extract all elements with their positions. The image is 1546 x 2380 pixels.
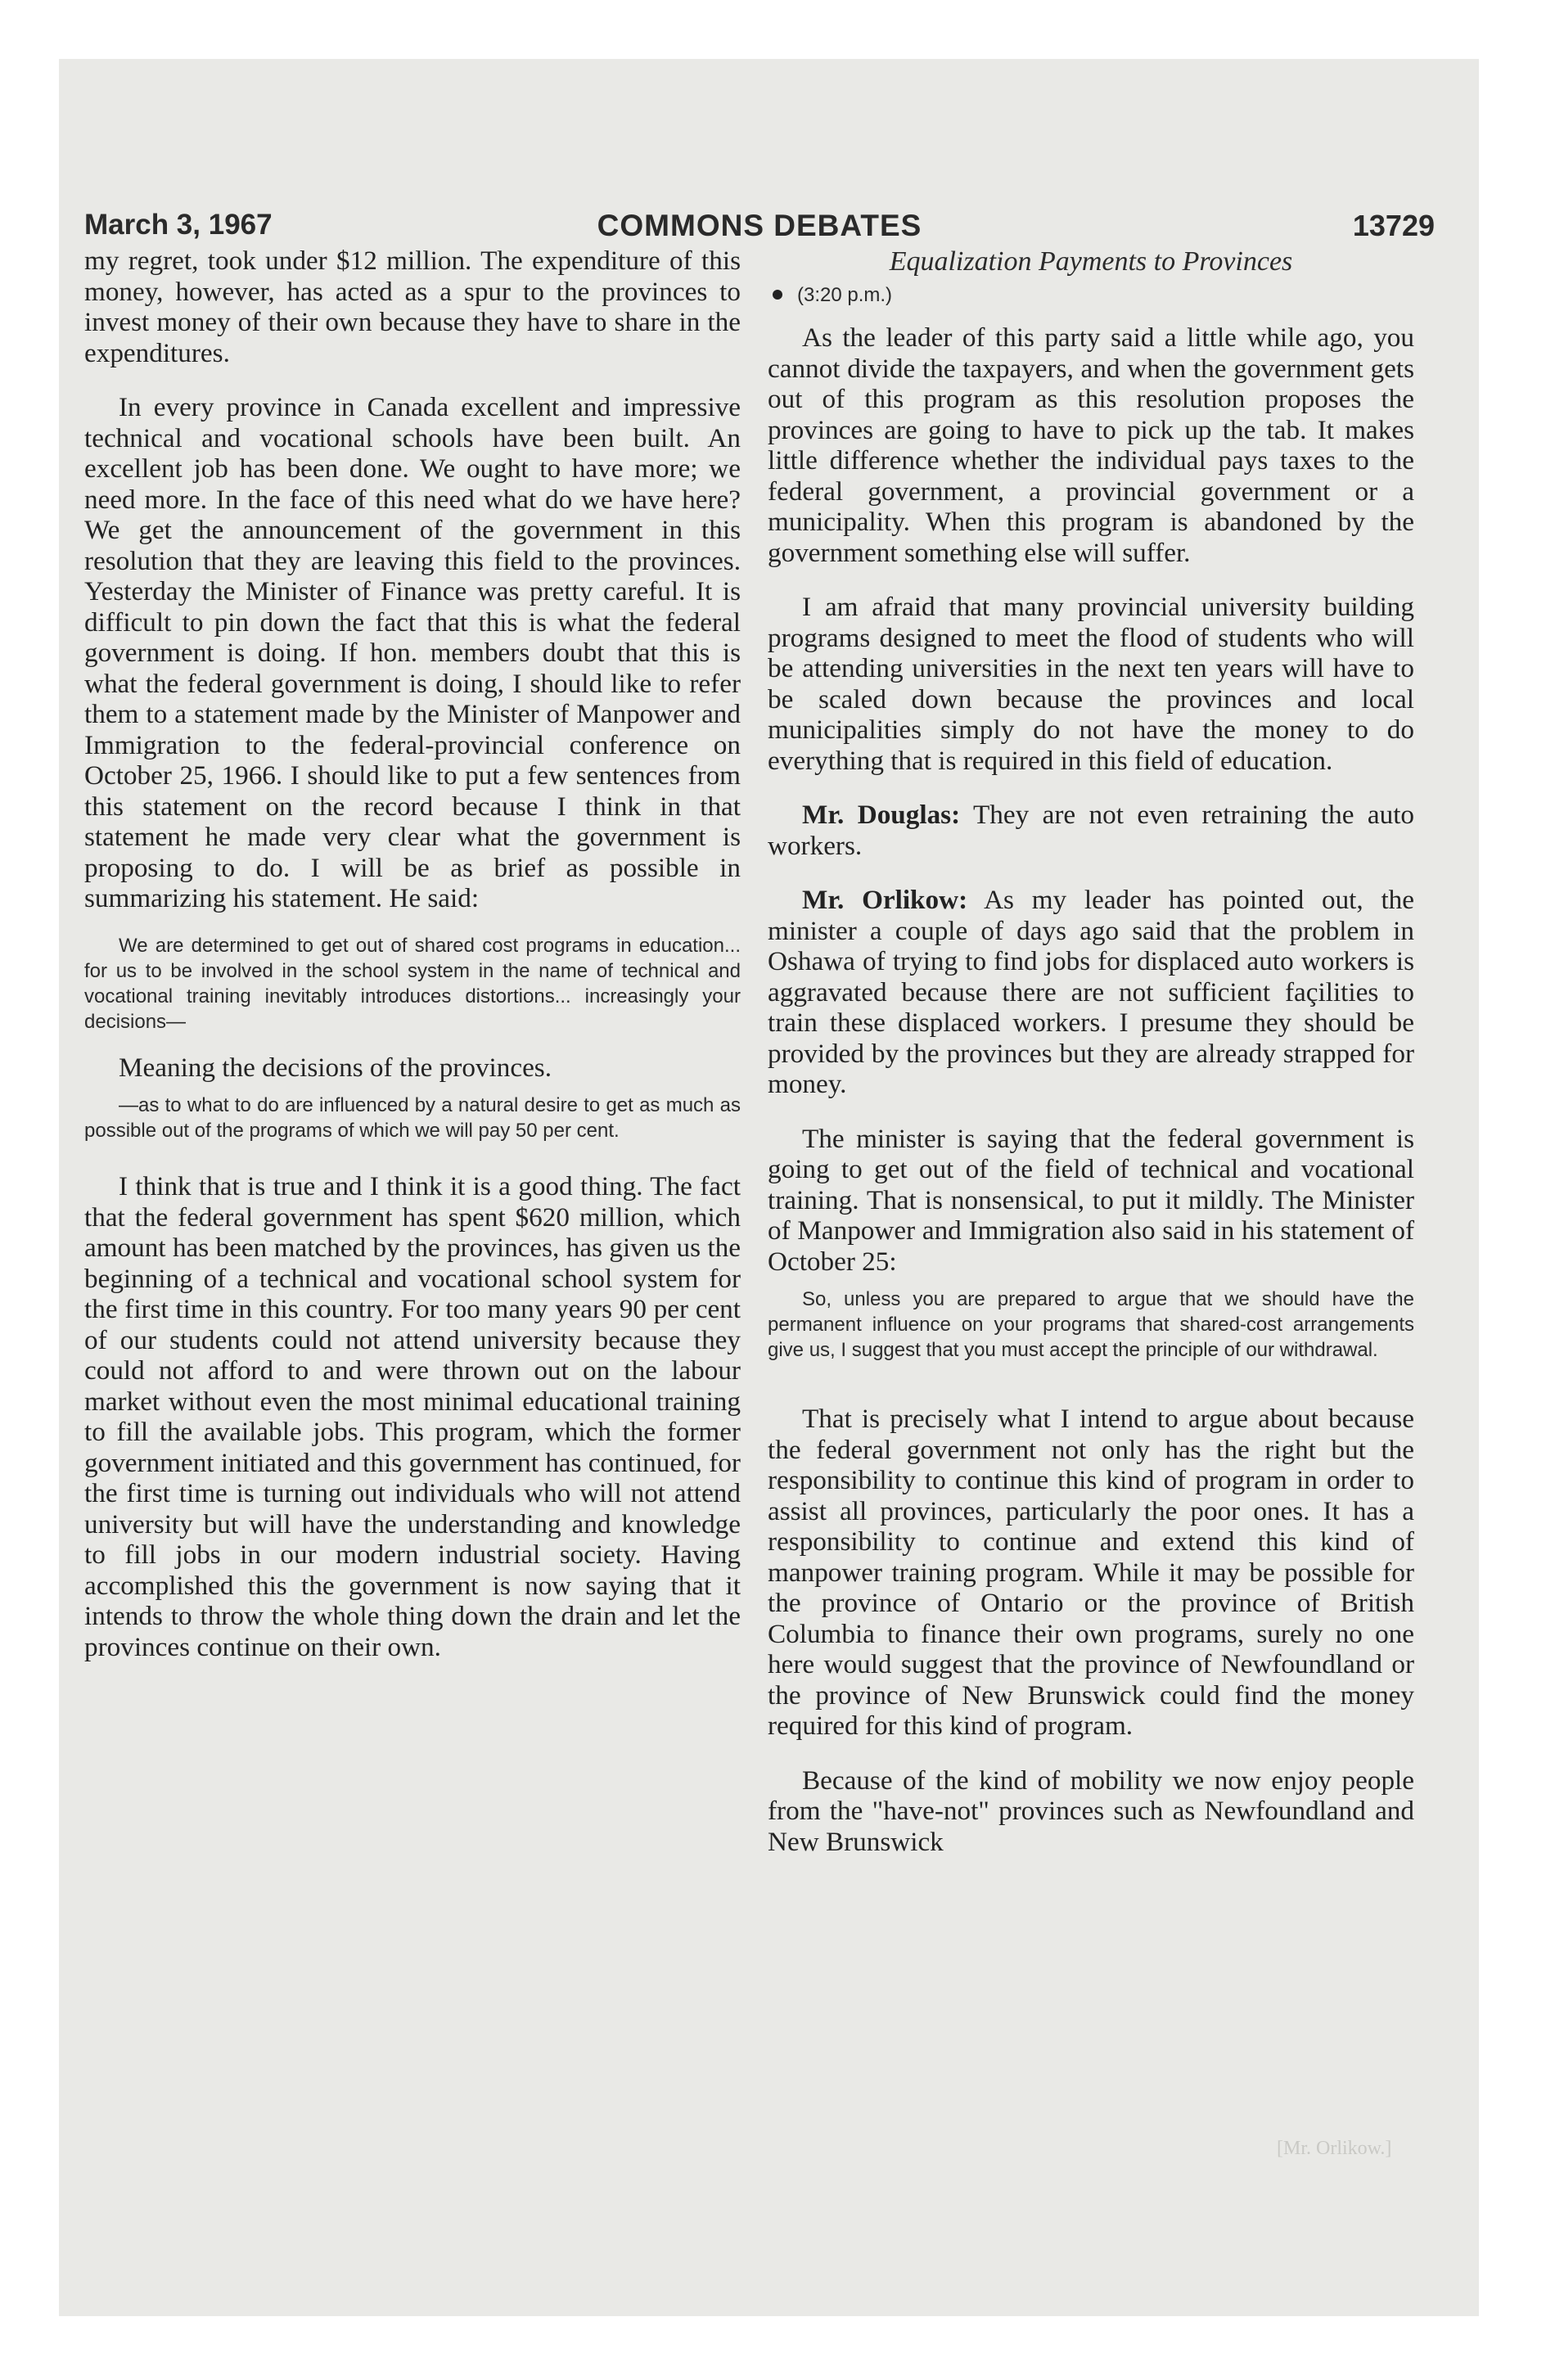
bullet-icon	[773, 290, 782, 300]
right-paragraph-2: I am afraid that many provincial university building programs designed to meet the flood of students who will be attending universities in the next ten years will have to be scaled down because the provinces and local municipalities simply do not have the money to do everything that is required in this field of education.	[768, 592, 1414, 776]
page-header	[84, 209, 1435, 250]
left-paragraph-1: my regret, took under $12 million. The expenditure of this money, however, has acted as a spur to the provinces to invest money of their own because they have to share in the expenditures.	[84, 246, 741, 368]
header-title: COMMONS DEBATES	[597, 209, 922, 242]
right-column	[768, 246, 1414, 1881]
right-quote-1: So, unless you are prepared to argue that we should have the permanent influence on your programs that shared-cost arrangements give us, I suggest that you must accept the principle of our withdrawal.	[768, 1288, 1414, 1361]
right-paragraph-6: That is precisely what I intend to argue about because the federal government not only has the right but the responsibility to continue this kind of program in order to assist all provinces, particularly the poor ones. It has a responsibility to continue and extend this kind of manpower training program. While it may be possible for the province of Ontario or the province of British Columbia to finance their own programs, surely no one here would suggest that the province of Newfoundland or the province of New Brunswick could find the money required for this kind of program.	[768, 1404, 1414, 1741]
section-rubric: Equalization Payments to Provinces	[889, 246, 1293, 277]
speaker-name: Mr. Orlikow:	[802, 885, 968, 915]
time-stamp-text: (3:20 p.m.)	[797, 284, 893, 306]
right-paragraph-7: Because of the kind of mobility we now enjoy people from the "have-not" provinces such as Newfoundland and New Brunswick	[768, 1765, 1414, 1857]
left-column	[84, 246, 741, 1686]
time-stamp	[768, 283, 1414, 308]
right-paragraph-5: The minister is saying that the federal government is going to get out of the field of technical and vocational training. That is nonsensical, to put it mildly. The Minister of Manpower and Immigration also said in his statement of October 25:	[768, 1123, 1414, 1277]
speech-text: They are not even retraining the auto workers.	[768, 800, 1415, 861]
speaker-name: Mr. Douglas:	[802, 800, 961, 830]
right-paragraph-3	[768, 800, 1414, 861]
right-paragraph-4	[768, 885, 1414, 1100]
left-paragraph-4: I think that is true and I think it is a good thing. The fact that the federal government has spent $620 million, which amount has been matched by the provinces, has given us the beginning of a technical and vocational school system for the first time in this country. For too many years 90 per cent of our students could not attend university because they could not afford to and were thrown out on the labour market without even the most minimal educational training to fill the available jobs. This program, which the former government initiated and this government has continued, for the first time is turning out individuals who will not attend university but will have the understanding and knowledge to fill jobs in our modern industrial society. Having accomplished this the government is now saying that it intends to throw the whole thing down the drain and let the provinces continue on their own.	[84, 1171, 741, 1662]
left-paragraph-3: Meaning the decisions of the provinces.	[119, 1052, 552, 1083]
speech-text: As my leader has pointed out, the minister a couple of days ago said that the problem in Oshawa of trying to find jobs for displaced auto workers is aggravated because there are not sufficient façilities to train these displaced workers. I presume they should be provided by the provinces but they are already strapped for money.	[768, 885, 1415, 1099]
speaker-reference: [Mr. Orlikow.]	[1277, 2138, 1392, 2159]
header-page-number: 13729	[1352, 209, 1435, 242]
left-quote-2: —as to what to do are influenced by a natural desire to get as much as possible out of the programs of which we will pay 50 per cent.	[84, 1094, 741, 1142]
left-paragraph-2: In every province in Canada excellent and impressive technical and vocational schools have been built. An excellent job has been done. We ought to have more; we need more. In the face of this need what do we have here? We get the announcement of the government in this resolution that they are leaving this field to the provinces. Yesterday the Minister of Finance was pretty careful. It is difficult to pin down the fact that this is what the federal government is doing. If hon. members doubt that this is what the federal government is doing, I should like to refer them to a statement made by the Minister of Manpower and Immigration to the federal-provincial conference on October 25, 1966. I should like to put a few sentences from this statement on the record because I think in that statement he made very clear what the government is proposing to do. I will be as brief as possible in summarizing his statement. He said:	[84, 392, 741, 913]
header-date: March 3, 1967	[84, 209, 273, 241]
right-paragraph-1: As the leader of this party said a little while ago, you cannot divide the taxpayers, and when the government gets out of this program as this resolution proposes the provinces are going to have to pick up the tab. It makes little difference whether the individual pays taxes to the federal government, a provincial government or a municipality. When this program is abandoned by the government something else will suffer.	[768, 322, 1414, 568]
left-quote-1: We are determined to get out of shared cost programs in education... for us to be involved in the school system in the name of technical and vocational training inevitably introduces distortions... increasingly your decisions—	[84, 934, 741, 1033]
